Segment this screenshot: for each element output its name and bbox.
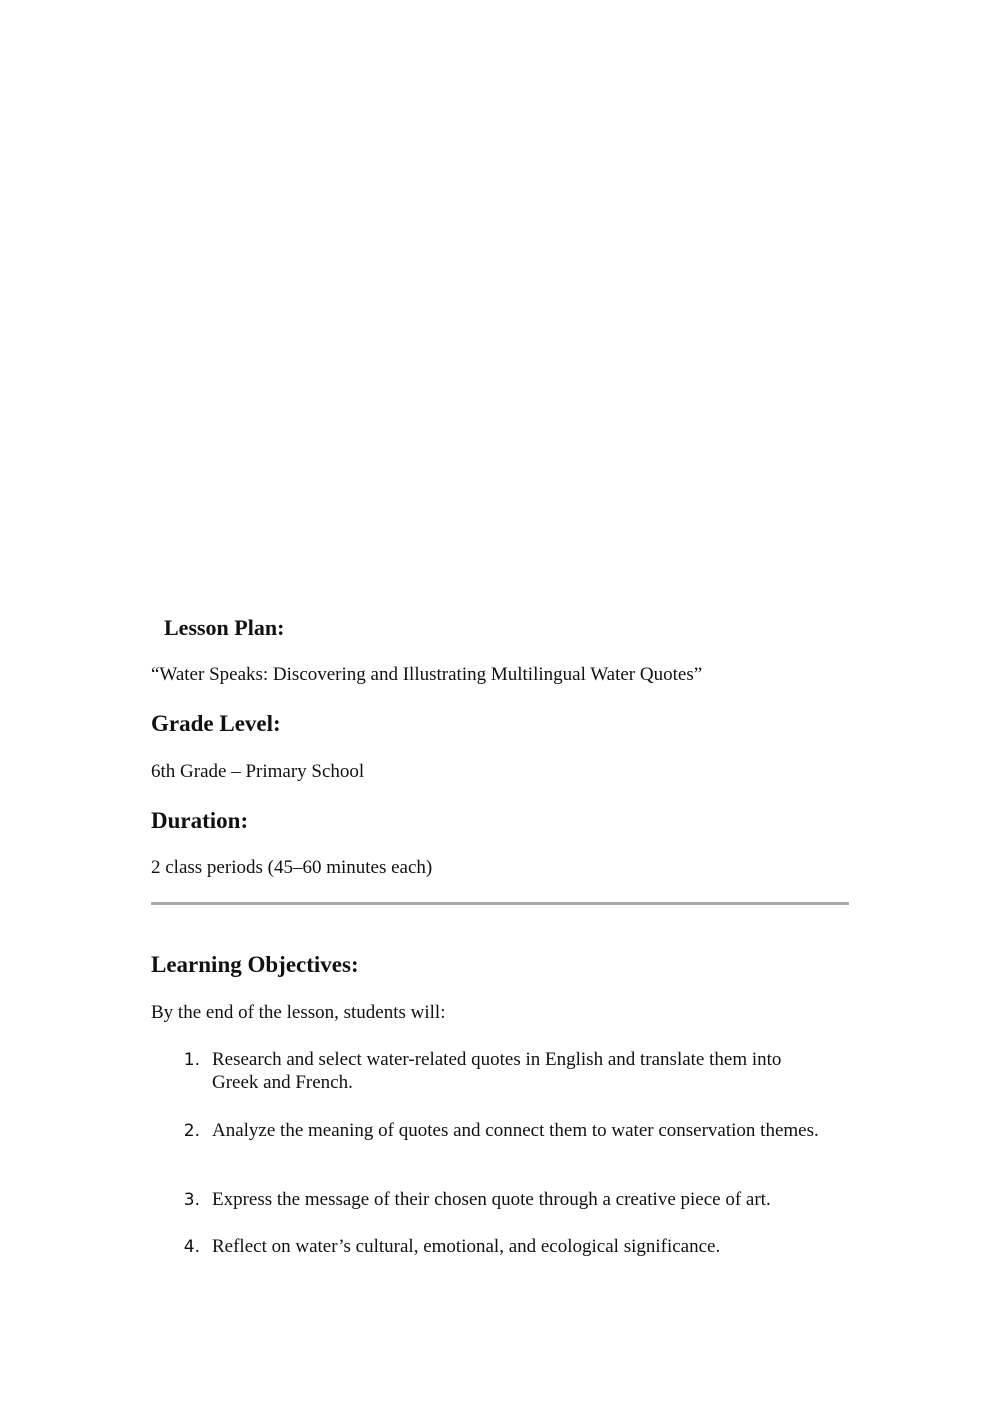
grade-level-value: 6th Grade – Primary School: [151, 761, 365, 782]
duration-value: 2 class periods (45–60 minutes each): [151, 857, 433, 878]
list-item-number: 1.: [183, 1050, 200, 1070]
grade-level-heading: Grade Level:: [151, 711, 281, 736]
list-item-number: 3.: [183, 1190, 200, 1210]
list-item-text: Research and select water-related quotes in English and translate them into Greek and French.: [212, 1049, 782, 1093]
duration-heading: Duration:: [151, 808, 249, 833]
lesson-title: “Water Speaks: Discovering and Illustrating Multilingual Water Quotes”: [151, 664, 703, 685]
list-item-text: Reflect on water’s cultural, emotional, and ecological significance.: [212, 1236, 721, 1257]
learning-objectives-intro: By the end of the lesson, students will:: [151, 1002, 446, 1023]
section-divider: [151, 902, 849, 905]
learning-objectives-heading: Learning Objectives:: [151, 952, 359, 977]
list-item-number: 2.: [183, 1121, 200, 1141]
list-item-text: Analyze the meaning of quotes and connect them to water conservation themes.: [212, 1120, 819, 1141]
lesson-plan-heading: Lesson Plan:: [164, 615, 285, 640]
list-item-number: 4.: [183, 1237, 200, 1257]
list-item-text: Express the message of their chosen quote through a creative piece of art.: [212, 1189, 771, 1210]
